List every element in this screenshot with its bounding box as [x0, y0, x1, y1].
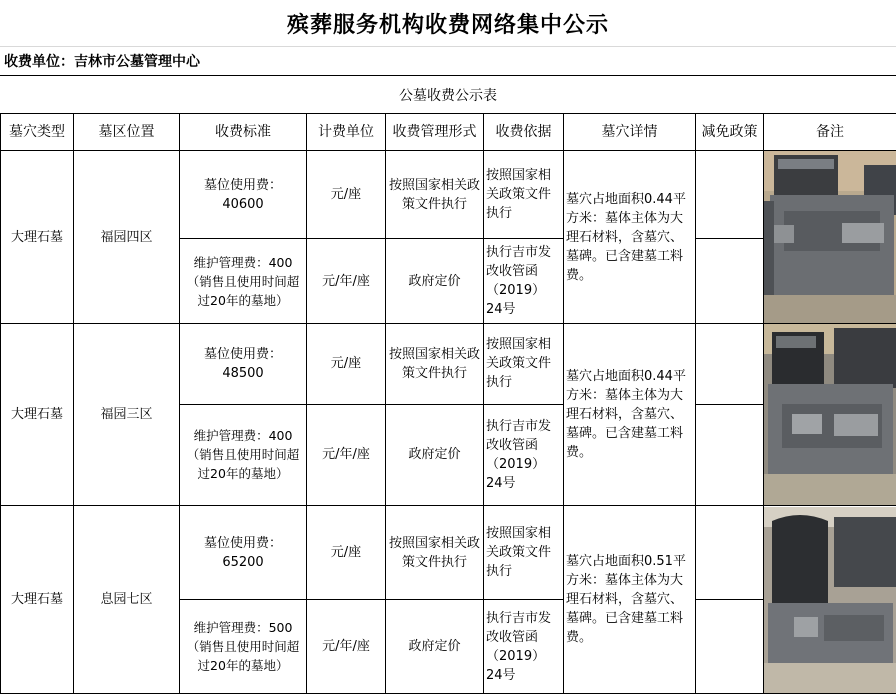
tomb-photo — [764, 324, 896, 506]
table-header-row — [1, 114, 896, 151]
table-caption: 公墓收费公示表 — [0, 77, 896, 113]
tomb-details: 墓穴占地面积0.44平方米：墓体主体为大理石材料，含墓穴、墓碑。已含建墓工料费。 — [564, 324, 696, 506]
fee-basis: 按照国家相关政策文件执行 — [484, 151, 564, 239]
tomb-location: 福园三区 — [74, 324, 180, 506]
tomb-type: 大理石墓 — [1, 324, 74, 506]
maintenance-fee: 维护管理费：500（销售且使用时间超过20年的墓地） — [180, 600, 307, 694]
billing-unit: 元/座 — [307, 506, 386, 600]
header-remarks: 备注 — [764, 114, 896, 151]
billing-unit: 元/年/座 — [307, 404, 386, 505]
management-form: 政府定价 — [386, 404, 484, 505]
billing-unit: 元/年/座 — [307, 600, 386, 694]
reduction-policy — [696, 506, 764, 600]
billing-unit: 元/座 — [307, 324, 386, 405]
table-row — [1, 151, 896, 239]
tomb-type: 大理石墓 — [1, 151, 74, 324]
tomb-details: 墓穴占地面积0.44平方米：墓体主体为大理石材料，含墓穴、墓碑。已含建墓工料费。 — [564, 151, 696, 324]
management-form: 按照国家相关政策文件执行 — [386, 151, 484, 239]
fee-basis: 执行吉市发改收管函（2019）24号 — [484, 239, 564, 324]
reduction-policy — [696, 600, 764, 694]
tomb-details: 墓穴占地面积0.51平方米：墓体主体为大理石材料，含墓穴、墓碑。已含建墓工料费。 — [564, 506, 696, 694]
management-form: 政府定价 — [386, 239, 484, 324]
reduction-policy — [696, 239, 764, 324]
maintenance-fee: 维护管理费：400（销售且使用时间超过20年的墓地） — [180, 404, 307, 505]
reduction-policy — [696, 404, 764, 505]
table-row — [1, 324, 896, 405]
header-reduction-policy: 减免政策 — [696, 114, 764, 151]
tomb-location: 福园四区 — [74, 151, 180, 324]
tomb-photo — [764, 151, 896, 324]
tomb-type: 大理石墓 — [1, 506, 74, 694]
maintenance-fee: 维护管理费：400（销售且使用时间超过20年的墓地） — [180, 239, 307, 324]
fee-basis: 按照国家相关政策文件执行 — [484, 506, 564, 600]
fee-basis: 执行吉市发改收管函（2019）24号 — [484, 600, 564, 694]
header-basis: 收费依据 — [484, 114, 564, 151]
tomb-photo-image — [764, 324, 896, 505]
fee-basis: 按照国家相关政策文件执行 — [484, 324, 564, 405]
header-details: 墓穴详情 — [564, 114, 696, 151]
header-management-form: 收费管理形式 — [386, 114, 484, 151]
plot-fee: 墓位使用费： 65200 — [180, 506, 307, 600]
fee-table — [0, 113, 896, 694]
reduction-policy — [696, 151, 764, 239]
page-title: 殡葬服务机构收费网络集中公示 — [0, 0, 896, 47]
reduction-policy — [696, 324, 764, 405]
billing-unit: 元/年/座 — [307, 239, 386, 324]
billing-unit: 元/座 — [307, 151, 386, 239]
header-billing-unit: 计费单位 — [307, 114, 386, 151]
header-type: 墓穴类型 — [1, 114, 74, 151]
tomb-photo — [764, 506, 896, 694]
management-form: 政府定价 — [386, 600, 484, 694]
fee-basis: 执行吉市发改收管函（2019）24号 — [484, 404, 564, 505]
fee-unit-label: 收费单位：吉林市公墓管理中心 — [0, 46, 896, 76]
plot-fee: 墓位使用费： 48500 — [180, 324, 307, 405]
header-fee-standard: 收费标准 — [180, 114, 307, 151]
table-row — [1, 506, 896, 600]
header-location: 墓区位置 — [74, 114, 180, 151]
tomb-photo-image — [764, 151, 896, 323]
tomb-photo-image — [764, 507, 896, 693]
plot-fee: 墓位使用费： 40600 — [180, 151, 307, 239]
management-form: 按照国家相关政策文件执行 — [386, 506, 484, 600]
management-form: 按照国家相关政策文件执行 — [386, 324, 484, 405]
tomb-location: 息园七区 — [74, 506, 180, 694]
